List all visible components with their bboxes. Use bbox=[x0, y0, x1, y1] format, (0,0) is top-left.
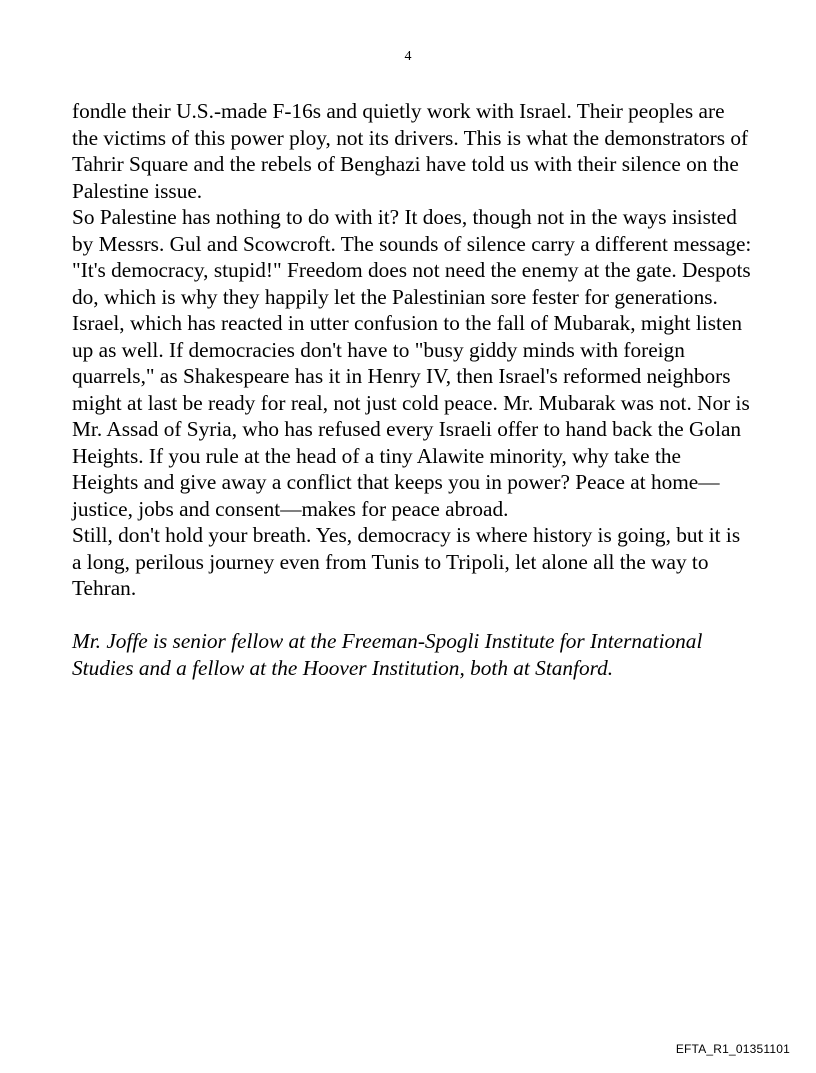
article-paragraph: Israel, which has reacted in utter confusion to the fall of Mubarak, might listen up as well. If democracies don't have to "busy giddy minds with foreign quarrels," as Shakespeare has it in Henry IV, then Israel's reformed neighbors might at last be ready for real, not just cold peace. Mr. Mubarak was not. Nor is Mr. Assad of Syria, who has refused every Israeli offer to hand back the Golan Heights. If you rule at the head of a tiny Alawite minority, why take the Heights and give away a conflict that keeps you in power? Peace at home—justice, jobs and consent—makes for peace abroad. bbox=[72, 311, 750, 521]
document-id: EFTA_R1_01351101 bbox=[675, 1042, 790, 1056]
article-paragraph: Still, don't hold your breath. Yes, democracy is where history is going, but it is a long, perilous journey even from Tunis to Tripoli, let alone all the way to Tehran. bbox=[72, 523, 741, 600]
article-paragraph: So Palestine has nothing to do with it? It does, though not in the ways insisted by Messrs. Gul and Scowcroft. The sounds of silence carry a different message: "It's democracy, stupid!" Freedom does not need the enemy at the gate. Despots do, which is why they happily let the Palestinian sore fester for generations. bbox=[72, 205, 752, 309]
article-body bbox=[72, 98, 752, 681]
author-bio: Mr. Joffe is senior fellow at the Freeman-Spogli Institute for International Studies and a fellow at the Hoover Institution, both at Stanford. bbox=[72, 629, 703, 680]
page-number: 4 bbox=[404, 49, 412, 64]
article-paragraph: fondle their U.S.-made F-16s and quietly work with Israel. Their peoples are the victims of this power ploy, not its drivers. This is what the demonstrators of Tahrir Square and the rebels of Benghazi have told us with their silence on the Palestine issue. bbox=[72, 99, 749, 203]
